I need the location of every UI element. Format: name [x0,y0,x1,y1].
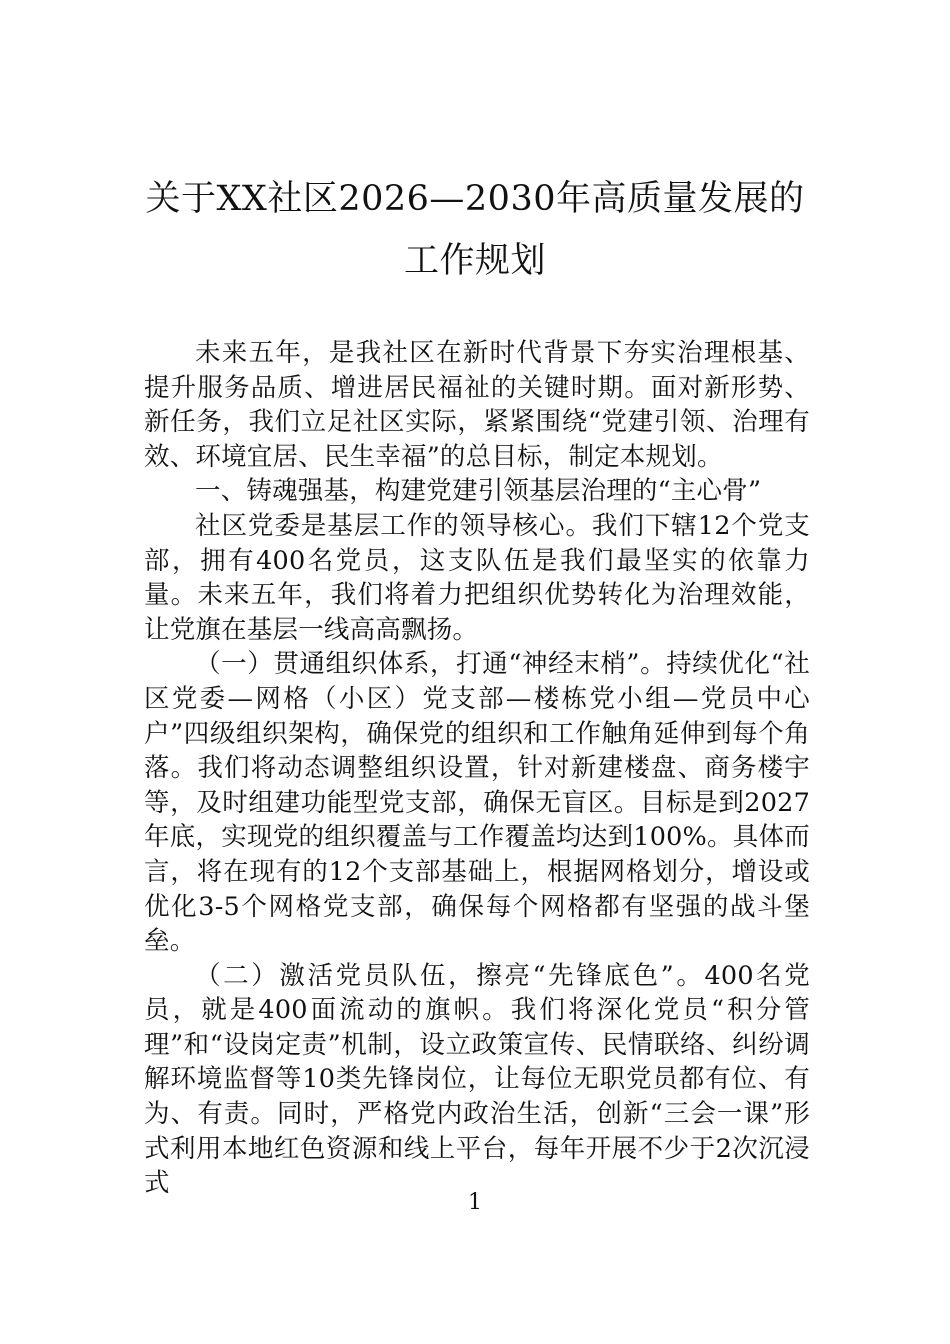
section-heading-1: 一、铸魂强基，构建党建引领基层治理的“主心骨” [195,476,762,507]
subsection-1-paragraph: （一）贯通组织体系，打通“神经末梢”。持续优化“社区党委—网格（小区）党支部—楼栋党小组—党员中心户”四级组织架构，确保党的组织和工作触角延伸到每个角落。我们将动态调整组织设置，针对新建楼盘、商务楼宇等，及时组建功能型党支部，确保无盲区。目标是到2027年底，实现党的组织覆盖与工作覆盖均达到100%。具体而言，将在现有的12个支部基础上，根据网格划分，增设或优化3-5个网格党支部，确保每个网格都有坚强的战斗堡垒。 [144,649,810,957]
title-line-1: 关于XX社区2026—2030年高质量发展的 [145,179,805,219]
subsection-2-paragraph: （二）激活党员队伍，擦亮“先锋底色”。400名党员，就是400面流动的旗帜。我们将深化党员“积分管理”和“设岗定责”机制，设立政策宣传、民情联络、纠纷调解环境监督等10类先锋岗位，让每位无职党员都有位、有为、有责。同时，严格党内政治生活，创新“三会一课”形式利用本地红色资源和线上平台，每年开展不少于2次沉浸式 [144,960,810,1199]
page-number: 1 [468,1190,482,1215]
document-body [144,336,810,1201]
title-line-2: 工作规划 [403,241,546,281]
section-1-paragraph: 社区党委是基层工作的领导核心。我们下辖12个党支部，拥有400名党员，这支队伍是我们最坚实的依靠力量。未来五年，我们将着力把组织优势转化为治理效能，让党旗在基层一线高高飘扬。 [144,510,810,645]
document-title [100,168,850,292]
intro-paragraph: 未来五年，是我社区在新时代背景下夯实治理根基、提升服务品质、增进居民福祉的关键时期。面对新形势、新任务，我们立足社区实际，紧紧围绕“党建引领、治理有效、环境宜居、民生幸福”的总目标，制定本规划。 [144,338,810,472]
